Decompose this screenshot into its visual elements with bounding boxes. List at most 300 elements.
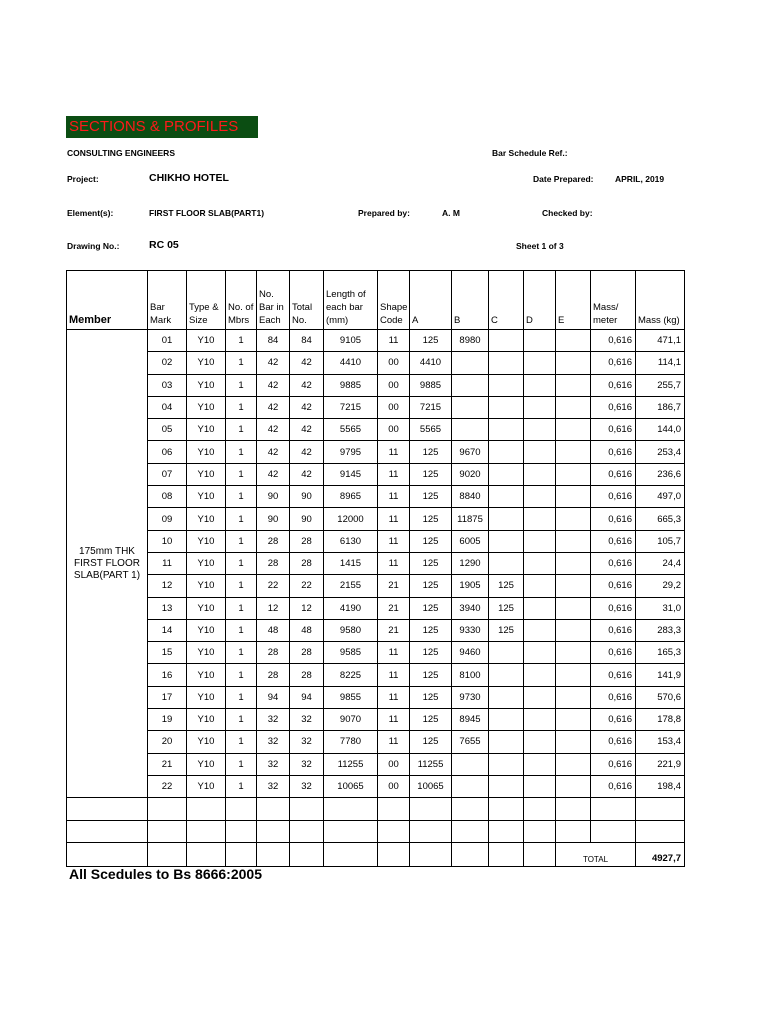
cell-no-mbrs: 1 (226, 486, 257, 508)
cell-mass-kg: 144,0 (636, 419, 685, 441)
total-mass-value: 4927,7 (636, 842, 685, 866)
cell-dim-e (556, 753, 591, 775)
table-header-row (67, 271, 685, 330)
cell-dim-d (524, 508, 556, 530)
cell-no-bar-each: 90 (257, 508, 290, 530)
bar-schedule-table (66, 270, 685, 867)
cell-bar-mark: 13 (148, 597, 187, 619)
header-line: Type & (189, 302, 219, 313)
cell-dim-d (524, 530, 556, 552)
cell-no-bar-each: 32 (257, 709, 290, 731)
cell-no-mbrs: 1 (226, 419, 257, 441)
cell-type-size: Y10 (187, 775, 226, 797)
empty-cell (290, 798, 324, 820)
table-row (67, 664, 685, 686)
sheet-number: Sheet 1 of 3 (516, 241, 564, 251)
cell-length: 8965 (324, 486, 378, 508)
cell-dim-c (489, 753, 524, 775)
cell-bar-mark: 10 (148, 530, 187, 552)
cell-type-size: Y10 (187, 508, 226, 530)
empty-cell (489, 842, 524, 866)
cell-dim-e (556, 530, 591, 552)
column-header-member: Member (67, 271, 148, 330)
cell-dim-b: 11875 (452, 508, 489, 530)
firm-name: CONSULTING ENGINEERS (67, 148, 175, 158)
cell-length: 7780 (324, 731, 378, 753)
cell-mass-kg: 178,8 (636, 709, 685, 731)
cell-mass-kg: 165,3 (636, 642, 685, 664)
cell-length: 9885 (324, 374, 378, 396)
cell-mass-per-meter: 0,616 (591, 686, 636, 708)
cell-dim-e (556, 374, 591, 396)
cell-dim-e (556, 441, 591, 463)
cell-mass-kg: 255,7 (636, 374, 685, 396)
empty-cell (378, 820, 410, 842)
cell-no-mbrs: 1 (226, 753, 257, 775)
cell-length: 9855 (324, 686, 378, 708)
cell-no-mbrs: 1 (226, 441, 257, 463)
cell-dim-c (489, 709, 524, 731)
table-row (67, 619, 685, 641)
cell-dim-a: 125 (410, 508, 452, 530)
cell-dim-d (524, 352, 556, 374)
cell-dim-d (524, 619, 556, 641)
cell-no-bar-each: 28 (257, 664, 290, 686)
empty-cell (489, 820, 524, 842)
cell-length: 9585 (324, 642, 378, 664)
cell-shape-code: 11 (378, 686, 410, 708)
cell-no-bar-each: 32 (257, 753, 290, 775)
empty-cell (226, 820, 257, 842)
cell-mass-per-meter: 0,616 (591, 731, 636, 753)
cell-no-mbrs: 1 (226, 575, 257, 597)
cell-no-bar-each: 42 (257, 463, 290, 485)
table-row (67, 686, 685, 708)
cell-shape-code: 21 (378, 597, 410, 619)
table-row (67, 441, 685, 463)
cell-dim-c: 125 (489, 597, 524, 619)
empty-cell (324, 820, 378, 842)
cell-bar-mark: 14 (148, 619, 187, 641)
cell-length: 9795 (324, 441, 378, 463)
cell-type-size: Y10 (187, 530, 226, 552)
header-line: meter (593, 315, 618, 326)
table-row (67, 419, 685, 441)
cell-no-bar-each: 42 (257, 396, 290, 418)
empty-cell (290, 820, 324, 842)
cell-dim-c (489, 374, 524, 396)
cell-no-mbrs: 1 (226, 709, 257, 731)
cell-shape-code: 11 (378, 664, 410, 686)
blank-row (67, 820, 685, 842)
cell-type-size: Y10 (187, 709, 226, 731)
cell-no-bar-each: 48 (257, 619, 290, 641)
cell-bar-mark: 15 (148, 642, 187, 664)
table-row (67, 575, 685, 597)
cell-dim-d (524, 686, 556, 708)
cell-dim-e (556, 396, 591, 418)
cell-dim-c (489, 330, 524, 352)
empty-cell (524, 820, 556, 842)
cell-total-no: 28 (290, 664, 324, 686)
cell-dim-a: 125 (410, 463, 452, 485)
cell-dim-b: 9330 (452, 619, 489, 641)
empty-cell (378, 842, 410, 866)
table-row (67, 753, 685, 775)
cell-no-mbrs: 1 (226, 508, 257, 530)
header-line: Size (189, 315, 208, 326)
cell-no-mbrs: 1 (226, 597, 257, 619)
column-header-e: E (556, 271, 591, 330)
cell-no-bar-each: 42 (257, 441, 290, 463)
cell-total-no: 32 (290, 709, 324, 731)
cell-mass-kg: 665,3 (636, 508, 685, 530)
cell-length: 2155 (324, 575, 378, 597)
column-header-c: C (489, 271, 524, 330)
cell-type-size: Y10 (187, 642, 226, 664)
table-row (67, 552, 685, 574)
cell-length: 1415 (324, 552, 378, 574)
table-row (67, 352, 685, 374)
cell-type-size: Y10 (187, 374, 226, 396)
cell-mass-per-meter: 0,616 (591, 441, 636, 463)
cell-type-size: Y10 (187, 396, 226, 418)
cell-shape-code: 11 (378, 642, 410, 664)
cell-mass-per-meter: 0,616 (591, 374, 636, 396)
column-header-mass-per-meter (591, 271, 636, 330)
cell-dim-c (489, 775, 524, 797)
cell-mass-per-meter: 0,616 (591, 619, 636, 641)
cell-shape-code: 11 (378, 731, 410, 753)
cell-bar-mark: 02 (148, 352, 187, 374)
drawing-no-label: Drawing No.: (67, 241, 120, 251)
cell-dim-d (524, 731, 556, 753)
cell-total-no: 22 (290, 575, 324, 597)
cell-dim-d (524, 374, 556, 396)
cell-no-bar-each: 90 (257, 486, 290, 508)
header-line: No. (259, 289, 274, 300)
empty-cell (452, 842, 489, 866)
cell-dim-a: 9885 (410, 374, 452, 396)
cell-dim-c (489, 686, 524, 708)
cell-bar-mark: 22 (148, 775, 187, 797)
cell-dim-e (556, 642, 591, 664)
header-line: Shape (380, 302, 408, 313)
cell-dim-a: 125 (410, 530, 452, 552)
cell-dim-e (556, 508, 591, 530)
cell-mass-kg: 186,7 (636, 396, 685, 418)
cell-dim-b (452, 352, 489, 374)
header-line: Mark (150, 315, 172, 326)
cell-bar-mark: 21 (148, 753, 187, 775)
checked-by-label: Checked by: (542, 208, 593, 218)
header-line: Bar in (259, 302, 284, 313)
empty-cell (257, 842, 290, 866)
project-value: CHIKHO HOTEL (149, 172, 229, 184)
cell-bar-mark: 12 (148, 575, 187, 597)
empty-cell (452, 820, 489, 842)
cell-bar-mark: 20 (148, 731, 187, 753)
empty-cell (148, 798, 187, 820)
cell-type-size: Y10 (187, 441, 226, 463)
cell-mass-per-meter: 0,616 (591, 352, 636, 374)
column-header-bar-mark (148, 271, 187, 330)
cell-dim-b: 1905 (452, 575, 489, 597)
empty-cell (187, 842, 226, 866)
cell-total-no: 28 (290, 642, 324, 664)
cell-no-mbrs: 1 (226, 374, 257, 396)
empty-cell (636, 820, 685, 842)
cell-dim-b: 8840 (452, 486, 489, 508)
cell-dim-a: 125 (410, 575, 452, 597)
cell-dim-d (524, 753, 556, 775)
empty-cell (489, 798, 524, 820)
cell-no-bar-each: 28 (257, 552, 290, 574)
table-row (67, 330, 685, 352)
column-header-b: B (452, 271, 489, 330)
cell-dim-c (489, 508, 524, 530)
cell-length: 12000 (324, 508, 378, 530)
table-row (67, 486, 685, 508)
cell-dim-a: 125 (410, 330, 452, 352)
header-line: No. (292, 315, 307, 326)
cell-dim-d (524, 330, 556, 352)
cell-shape-code: 21 (378, 575, 410, 597)
cell-no-mbrs: 1 (226, 396, 257, 418)
cell-length: 8225 (324, 664, 378, 686)
cell-dim-e (556, 575, 591, 597)
cell-dim-b (452, 396, 489, 418)
empty-cell (187, 820, 226, 842)
cell-dim-c (489, 396, 524, 418)
header-line: No. of (228, 302, 254, 313)
cell-no-bar-each: 84 (257, 330, 290, 352)
cell-dim-e (556, 552, 591, 574)
cell-mass-per-meter: 0,616 (591, 642, 636, 664)
cell-dim-d (524, 642, 556, 664)
cell-shape-code: 00 (378, 775, 410, 797)
cell-dim-c (489, 463, 524, 485)
cell-dim-a: 125 (410, 619, 452, 641)
cell-no-mbrs: 1 (226, 552, 257, 574)
cell-mass-per-meter: 0,616 (591, 508, 636, 530)
column-header-mass-kg: Mass (kg) (636, 271, 685, 330)
cell-total-no: 32 (290, 753, 324, 775)
cell-shape-code: 11 (378, 330, 410, 352)
cell-no-mbrs: 1 (226, 463, 257, 485)
cell-type-size: Y10 (187, 597, 226, 619)
cell-mass-per-meter: 0,616 (591, 419, 636, 441)
cell-bar-mark: 11 (148, 552, 187, 574)
column-header-no-of-mbrs (226, 271, 257, 330)
cell-type-size: Y10 (187, 486, 226, 508)
cell-mass-per-meter: 0,616 (591, 775, 636, 797)
cell-no-mbrs: 1 (226, 664, 257, 686)
cell-dim-d (524, 552, 556, 574)
column-header-shape-code (378, 271, 410, 330)
empty-cell (148, 820, 187, 842)
empty-cell (556, 798, 591, 820)
cell-no-mbrs: 1 (226, 352, 257, 374)
drawing-no-value: RC 05 (149, 239, 179, 251)
column-header-total-no (290, 271, 324, 330)
cell-no-bar-each: 28 (257, 642, 290, 664)
cell-mass-per-meter: 0,616 (591, 575, 636, 597)
cell-shape-code: 11 (378, 508, 410, 530)
cell-mass-kg: 221,9 (636, 753, 685, 775)
cell-no-bar-each: 12 (257, 597, 290, 619)
cell-dim-c (489, 352, 524, 374)
prepared-by-label: Prepared by: (358, 208, 410, 218)
cell-dim-b: 1290 (452, 552, 489, 574)
empty-cell (226, 798, 257, 820)
cell-no-mbrs: 1 (226, 731, 257, 753)
table-row (67, 775, 685, 797)
cell-bar-mark: 07 (148, 463, 187, 485)
prepared-by-value: A. M (442, 208, 460, 218)
cell-dim-a: 125 (410, 731, 452, 753)
cell-dim-d (524, 709, 556, 731)
cell-no-bar-each: 42 (257, 374, 290, 396)
member-description: 175mm THK FIRST FLOOR SLAB(PART 1) (67, 330, 148, 798)
cell-dim-d (524, 441, 556, 463)
cell-dim-e (556, 330, 591, 352)
cell-dim-d (524, 575, 556, 597)
column-header-a: A (410, 271, 452, 330)
header-line: Total (292, 302, 313, 313)
empty-cell (67, 842, 148, 866)
header-line: Bar (150, 302, 165, 313)
cell-dim-b (452, 775, 489, 797)
cell-dim-a: 125 (410, 552, 452, 574)
cell-dim-e (556, 597, 591, 619)
cell-length: 9070 (324, 709, 378, 731)
cell-dim-d (524, 664, 556, 686)
table-row (67, 463, 685, 485)
cell-mass-per-meter: 0,616 (591, 463, 636, 485)
cell-dim-e (556, 731, 591, 753)
cell-dim-e (556, 463, 591, 485)
cell-total-no: 28 (290, 530, 324, 552)
cell-total-no: 94 (290, 686, 324, 708)
cell-mass-kg: 105,7 (636, 530, 685, 552)
empty-cell (257, 820, 290, 842)
company-brand-banner: SECTIONS & PROFILES (66, 116, 258, 138)
cell-type-size: Y10 (187, 419, 226, 441)
cell-dim-e (556, 709, 591, 731)
empty-cell (556, 820, 591, 842)
header-line: Mass/ (593, 302, 619, 313)
total-row (67, 842, 685, 866)
cell-total-no: 48 (290, 619, 324, 641)
cell-mass-kg: 198,4 (636, 775, 685, 797)
empty-cell (410, 798, 452, 820)
empty-cell (524, 798, 556, 820)
cell-total-no: 42 (290, 441, 324, 463)
cell-dim-e (556, 775, 591, 797)
cell-bar-mark: 09 (148, 508, 187, 530)
cell-dim-b: 7655 (452, 731, 489, 753)
cell-type-size: Y10 (187, 753, 226, 775)
cell-length: 4190 (324, 597, 378, 619)
cell-shape-code: 11 (378, 463, 410, 485)
cell-mass-kg: 31,0 (636, 597, 685, 619)
cell-dim-c (489, 486, 524, 508)
header-line: Mbrs (228, 315, 250, 326)
column-header-no-bar-in-each (257, 271, 290, 330)
cell-dim-c (489, 530, 524, 552)
cell-dim-e (556, 686, 591, 708)
cell-dim-a: 125 (410, 642, 452, 664)
cell-total-no: 42 (290, 374, 324, 396)
cell-dim-a: 125 (410, 441, 452, 463)
bar-schedule-ref-label: Bar Schedule Ref.: (492, 148, 568, 158)
cell-shape-code: 00 (378, 419, 410, 441)
cell-dim-d (524, 775, 556, 797)
cell-mass-kg: 570,6 (636, 686, 685, 708)
cell-dim-a: 10065 (410, 775, 452, 797)
cell-no-bar-each: 28 (257, 530, 290, 552)
table-body (67, 330, 685, 867)
cell-dim-c (489, 642, 524, 664)
cell-dim-b: 3940 (452, 597, 489, 619)
cell-dim-b: 8980 (452, 330, 489, 352)
cell-type-size: Y10 (187, 352, 226, 374)
cell-dim-e (556, 352, 591, 374)
cell-mass-per-meter: 0,616 (591, 530, 636, 552)
cell-mass-kg: 29,2 (636, 575, 685, 597)
cell-shape-code: 11 (378, 486, 410, 508)
cell-dim-e (556, 619, 591, 641)
empty-cell (452, 798, 489, 820)
table-row (67, 731, 685, 753)
cell-dim-b (452, 419, 489, 441)
cell-bar-mark: 03 (148, 374, 187, 396)
cell-total-no: 42 (290, 352, 324, 374)
cell-dim-a: 125 (410, 664, 452, 686)
project-label: Project: (67, 174, 99, 184)
cell-total-no: 42 (290, 396, 324, 418)
cell-dim-c (489, 664, 524, 686)
table-row (67, 530, 685, 552)
cell-type-size: Y10 (187, 463, 226, 485)
cell-mass-kg: 141,9 (636, 664, 685, 686)
cell-dim-d (524, 396, 556, 418)
cell-dim-a: 11255 (410, 753, 452, 775)
header-line: (mm) (326, 315, 349, 326)
empty-cell (148, 842, 187, 866)
cell-mass-kg: 236,6 (636, 463, 685, 485)
cell-type-size: Y10 (187, 686, 226, 708)
cell-mass-per-meter: 0,616 (591, 709, 636, 731)
cell-bar-mark: 17 (148, 686, 187, 708)
cell-dim-d (524, 463, 556, 485)
empty-cell (410, 842, 452, 866)
cell-mass-kg: 283,3 (636, 619, 685, 641)
cell-length: 10065 (324, 775, 378, 797)
cell-bar-mark: 19 (148, 709, 187, 731)
cell-bar-mark: 05 (148, 419, 187, 441)
header-line: Each (259, 315, 281, 326)
cell-dim-c (489, 441, 524, 463)
cell-dim-b: 8945 (452, 709, 489, 731)
cell-dim-c (489, 419, 524, 441)
cell-mass-kg: 153,4 (636, 731, 685, 753)
cell-mass-per-meter: 0,616 (591, 753, 636, 775)
table-row (67, 597, 685, 619)
cell-dim-b: 9670 (452, 441, 489, 463)
cell-dim-a: 125 (410, 686, 452, 708)
